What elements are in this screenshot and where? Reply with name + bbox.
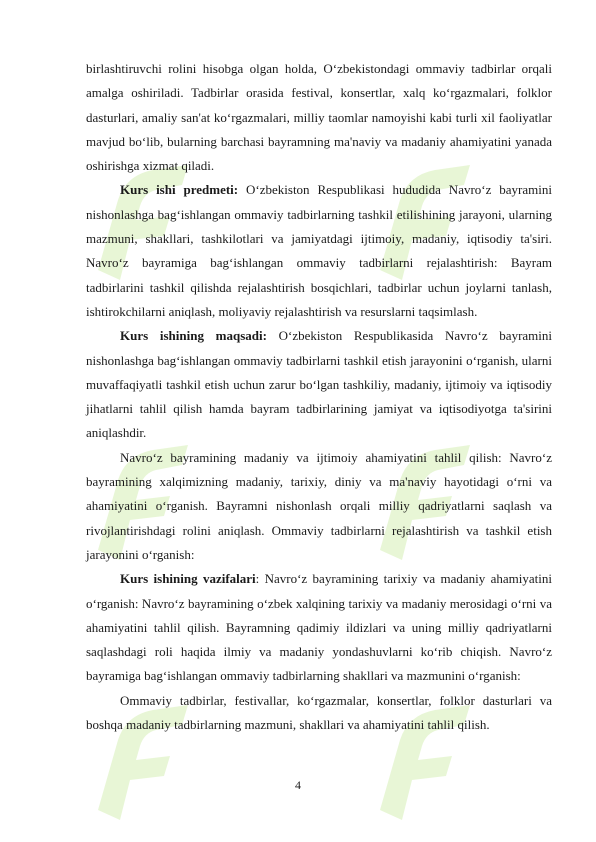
paragraph	[86, 57, 552, 178]
paragraph-course-subject	[86, 178, 552, 324]
paragraph-text: : Navro‘z bayramining tarixiy va madaniy ahamiyatini o‘rganish: Navro‘z bayramining o‘zbek xalqining tarixiy va madaniy merosidagi o‘rni va ahamiyatini tahlil qilish. Bayramning qadimiy ildizlari va uning milliy qadriyatlarni saqlashdagi roli haqida ilmiy va madaniy yondashuvlarni ko‘rib chiqish. Navro‘z bayramiga bag‘ishlangan ommaviy tadbirlarning shakllari va mazmunini o‘rganish:	[86, 571, 552, 684]
paragraph-text: O‘zbekiston Respublikasida Navro‘z bayramini nishonlashga bag‘ishlangan ommaviy tadbirlarni tashkil etish jarayonini o‘rganish, ularni muvaffaqiyatli tashkil etish uchun zarur bo‘lgan tashkiliy, madaniy, ijtimoiy va iqtisodiy jihatlarni tahlil qilish hamda bayram tadbirlarining jamiyat va iqtisodiyotga ta'sirini aniqlashdir.	[86, 328, 553, 441]
paragraph-text: O‘zbekiston Respublikasi hududida Navro‘z bayramini nishonlashga bag‘ishlangan ommaviy tadbirlarning tashkil etilishining jarayoni, ularning mazmuni, shakllari, tashkilotlari va jamiyatdagi ijtimoiy, madaniy, iqtisodiy ta'siri. Navro‘z bayramiga bag‘ishlangan ommaviy tadbirlarni rejalashtirish: Bayram tadbirlarini tashkil qilishda rejalashtirish bosqichlari, tadbirlar uchun joylarni tanlash, ishtirokchilarni aniqlash, moliyaviy rejalashtirish va resurslarni taqsimlash.	[86, 182, 552, 319]
paragraph-course-tasks	[86, 567, 552, 688]
page-number: 4	[295, 778, 301, 792]
paragraph	[86, 446, 552, 567]
paragraph	[86, 689, 552, 738]
paragraph-text: Ommaviy tadbirlar, festivallar, ko‘rgazmalar, konsertlar, folklor dasturlari va boshqa madaniy tadbirlarning mazmuni, shakllari va ahamiyatini tahlil qilish.	[86, 692, 552, 733]
document-body	[86, 57, 552, 737]
paragraph-heading: Kurs ishining maqsadi:	[120, 328, 267, 344]
paragraph-course-goal	[86, 324, 552, 445]
paragraph-heading: Kurs ishining vazifalari	[120, 571, 256, 587]
paragraph-text: birlashtiruvchi rolini hisobga olgan holda, O‘zbekistondagi ommaviy tadbirlar orqali amalga oshiriladi. Tadbirlar orasida festival, konsertlar, xalq ko‘rgazmalari, folklor dasturlari, amaliy san'at ko‘rgazmalari, milliy taomlar namoyishi kabi turli xil faoliyatlar mavjud bo‘lib, bularning barchasi bayramning ma'naviy va madaniy ahamiyatini yanada oshirishga xizmat qiladi.	[86, 61, 552, 174]
paragraph-text: Navro‘z bayramining madaniy va ijtimoiy ahamiyatini tahlil qilish: Navro‘z bayramining xalqimizning madaniy, tarixiy, diniy va ma'naviy hayotidagi o‘rni va ahamiyatini o‘rganish. Bayramni nishonlash orqali milliy qadriyatlarni saqlash va rivojlantirishdagi rolini aniqlash. Ommaviy tadbirlarni rejalashtirish va tashkil etish jarayonini o‘rganish:	[86, 449, 552, 562]
paragraph-heading: Kurs ishi predmeti:	[120, 182, 239, 198]
